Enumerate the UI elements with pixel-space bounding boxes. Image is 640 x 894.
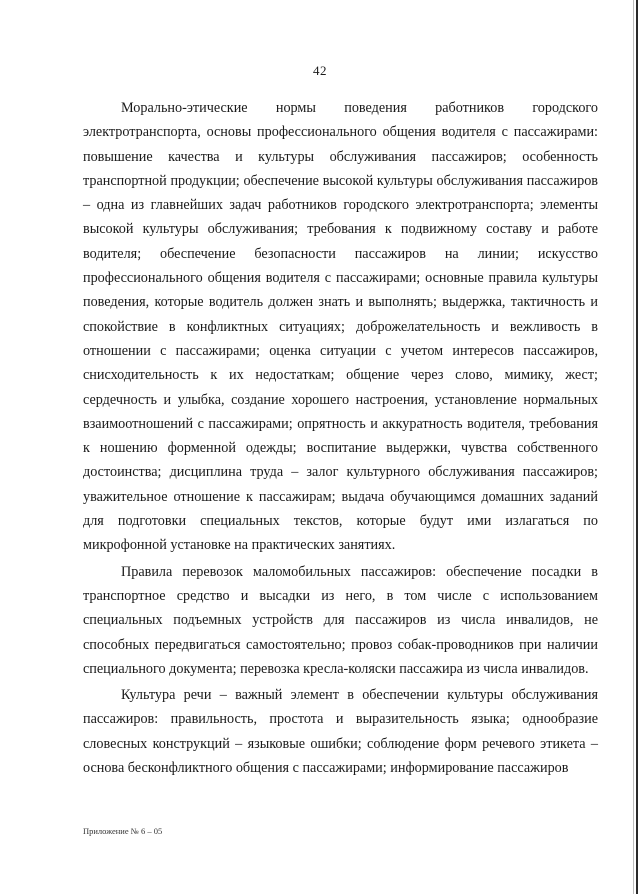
page-number: 42 <box>313 63 327 78</box>
paragraph-speech-culture: Культура речи – важный элемент в обеспечении культуры обслуживания пассажиров: правильность, простота и выразительность языка; однообразие словесных конструкций – языковые ошибки; соблюдение форм речевого этикета – основа бесконфликтного общения с пассажирами; информирование пассажиров <box>83 687 598 777</box>
scan-edge-shadow <box>636 0 638 894</box>
scan-edge-line <box>633 0 634 894</box>
paragraph-moral-ethical-norms: Морально-этические нормы поведения работников городского электротранспорта, основы профессионального общения водителя с пассажирами: повышение качества и культуры обслуживания пассажиров; особенность транспортной продукции; обеспечение высокой культуры обслуживания пассажиров – одна из главнейших задач работников городского электротранспорта; элементы высокой культуры обслуживания; требования к подвижному составу и работе водителя; обеспечение безопасности пассажиров на линии; искусство профессионального общения водителя с пассажирами; основные правила культуры поведения, которые водитель должен знать и выполнять; выдержка, тактичность и спокойствие в конфликтных ситуациях; доброжелательность и вежливость в отношении с пассажирами; оценка ситуации с учетом интересов пассажиров, снисходительность к их недостаткам; общение через слово, мимику, жест; сердечность и улыбка, создание хорошего настроения, установление нормальных взаимоотношений с пассажирами; опрятность и аккуратность водителя, требования к ношению форменной одежды; воспитание выдержки, чувства собственного достоинства; дисциплина труда – залог культурного обслуживания пассажиров; уважительное отношение к пассажирам; выдача обучающимся домашних заданий для подготовки специальных текстов, которые будут ими излагаться по микрофонной установке на практических занятиях. <box>83 100 598 554</box>
paragraph-low-mobility-passengers: Правила перевозок маломобильных пассажиров: обеспечение посадки в транспортное средство и высадки из него, в том числе с использованием специальных подъемных устройств для пассажиров из числа инвалидов, не способных передвигаться самостоятельно; провоз собак-проводников при наличии специального документа; перевозка кресла-коляски пассажира из числа инвалидов. <box>83 563 598 677</box>
body-text <box>83 96 598 780</box>
footer-appendix-note: Приложение № 6 – 05 <box>83 826 163 836</box>
